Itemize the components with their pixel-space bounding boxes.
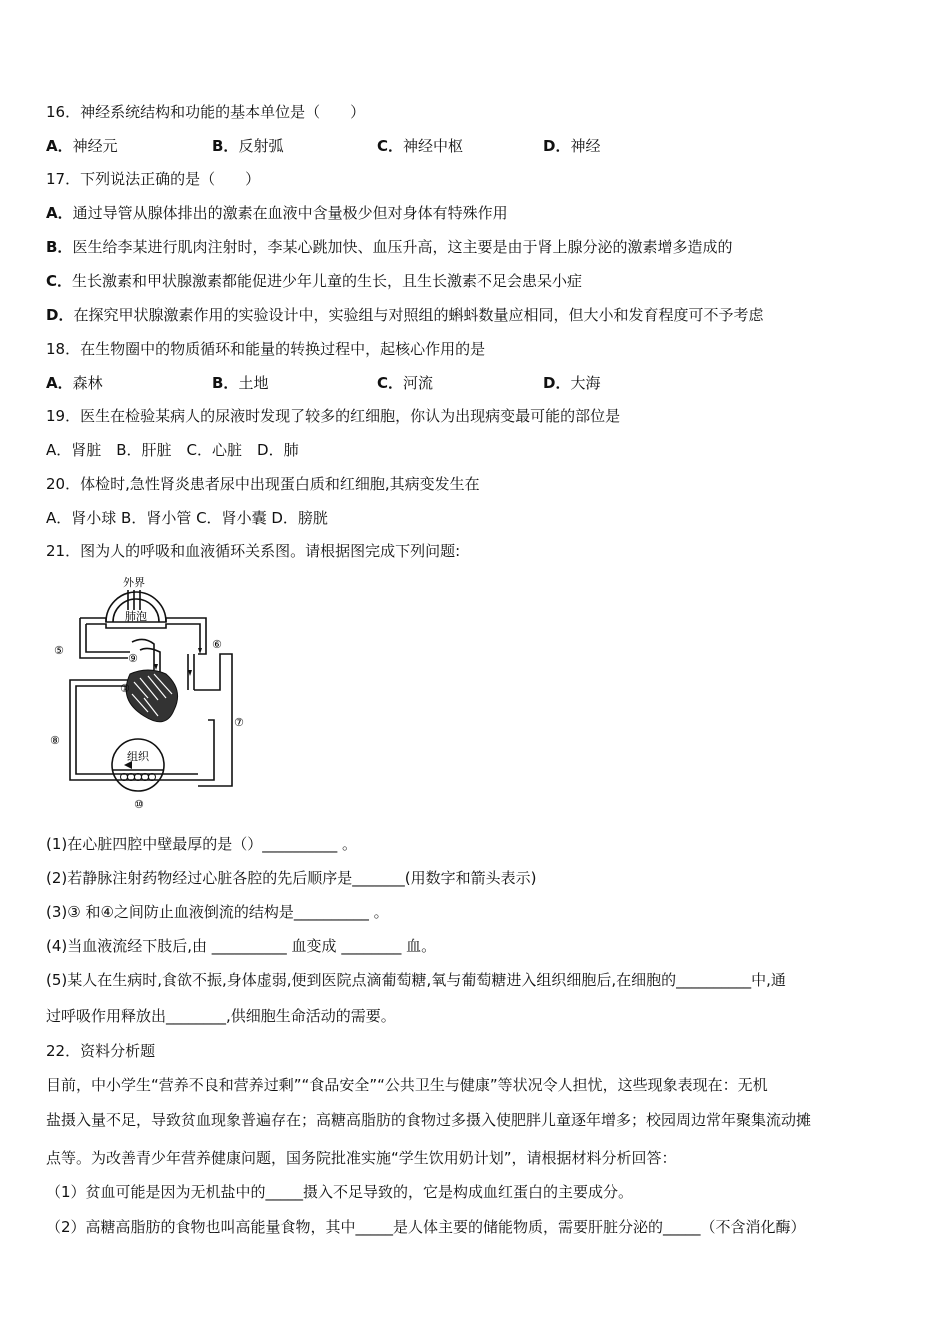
q16-option-b: B．反射弧 — [212, 137, 284, 155]
q16-option-d: D．神经 — [543, 137, 601, 155]
q21-sub3: (3)③ 和④之间防止血液倒流的结构是__________ 。 — [46, 903, 389, 921]
q19-options: A．肾脏 B．肝脏 C．心脏 D．肺 — [46, 441, 299, 459]
marker-5: ⑤ — [54, 644, 64, 657]
marker-10: ⑩ — [134, 798, 144, 811]
q18-option-b: B．土地 — [212, 374, 269, 392]
marker-7: ⑦ — [234, 716, 244, 729]
q17-option-b: B．医生给李某进行肌肉注射时，李某心跳加快、血压升高，这主要是由于肾上腺分泌的激素增多造成的 — [46, 238, 733, 256]
q22-para-line2: 盐摄入量不足，导致贫血现象普遍存在；高糖高脂肪的食物过多摄入使肥胖儿童逐年增多；校园周边常年聚集流动摊 — [46, 1111, 812, 1129]
q21-stem: 21．图为人的呼吸和血液循环关系图。请根据图完成下列问题: — [46, 542, 461, 560]
marker-8: ⑧ — [50, 734, 60, 747]
q17-option-a: A．通过导管从腺体排出的激素在血液中含量极少但对身体有特殊作用 — [46, 204, 508, 222]
q18-stem: 18．在生物圈中的物质循环和能量的转换过程中，起核心作用的是 — [46, 340, 486, 358]
q21-sub5-line2: 过呼吸作用释放出________,供细胞生命活动的需要。 — [46, 1007, 396, 1025]
q22-sub1: （1）贫血可能是因为无机盐中的_____摄入不足导致的，它是构成血红蛋白的主要成分。 — [46, 1183, 634, 1201]
q22-sub2: （2）高糖高脂肪的食物也叫高能量食物，其中_____是人体主要的储能物质，需要肝脏分泌的_____（不含消化酶） — [46, 1218, 806, 1236]
q21-sub1: (1)在心脏四腔中壁最厚的是（）__________ 。 — [46, 835, 358, 853]
q17-option-d: D．在探究甲状腺激素作用的实验设计中，实验组与对照组的蝌蚪数量应相同，但大小和发育程度可不予考虑 — [46, 306, 764, 324]
q17-option-c: C．生长激素和甲状腺激素都能促进少年儿童的生长，且生长激素不足会患呆小症 — [46, 272, 583, 290]
q22-para-line3: 点等。为改善青少年营养健康问题，国务院批准实施“学生饮用奶计划”，请根据材料分析回答： — [46, 1149, 677, 1167]
q19-stem: 19．医生在检验某病人的尿液时发现了较多的红细胞，你认为出现病变最可能的部位是 — [46, 407, 621, 425]
q16-stem: 16．神经系统结构和功能的基本单位是（ ） — [46, 103, 366, 121]
q16-option-a: A．神经元 — [46, 137, 118, 155]
q22-title: 22．资料分析题 — [46, 1042, 156, 1060]
q20-stem: 20．体检时,急性肾炎患者尿中出现蛋白质和红细胞,其病变发生在 — [46, 475, 480, 493]
outside-label: 外界 — [123, 576, 145, 589]
q22-para-line1: 目前，中小学生“营养不良和营养过剩”“食品安全”“公共卫生与健康”等状况令人担忧，这些现象表现在：无机 — [46, 1076, 768, 1094]
q18-option-a: A．森林 — [46, 374, 103, 392]
alveolus-label: 肺泡 — [125, 610, 147, 623]
q20-options: A．肾小球 B．肾小管 C．肾小囊 D．膀胱 — [46, 509, 328, 527]
circulation-diagram — [48, 570, 258, 815]
marker-6: ⑥ — [212, 638, 222, 651]
q21-sub4: (4)当血液流经下肢后,由 __________ 血变成 ________ 血。 — [46, 937, 437, 955]
q18-option-d: D．大海 — [543, 374, 601, 392]
q21-sub2: (2)若静脉注射药物经过心脏各腔的先后顺序是_______(用数字和箭头表示) — [46, 869, 537, 887]
marker-9: ⑨ — [128, 652, 138, 665]
q18-option-c: C．河流 — [377, 374, 434, 392]
q17-stem: 17．下列说法正确的是（ ） — [46, 170, 261, 188]
q21-sub5-line1: (5)某人在生病时,食欲不振,身体虚弱,便到医院点滴葡萄糖,氧与葡萄糖进入组织细胞后,在细胞的__________中,通 — [46, 971, 786, 989]
marker-1: ① — [120, 682, 130, 695]
q16-option-c: C．神经中枢 — [377, 137, 464, 155]
tissue-label: 组织 — [127, 750, 149, 763]
